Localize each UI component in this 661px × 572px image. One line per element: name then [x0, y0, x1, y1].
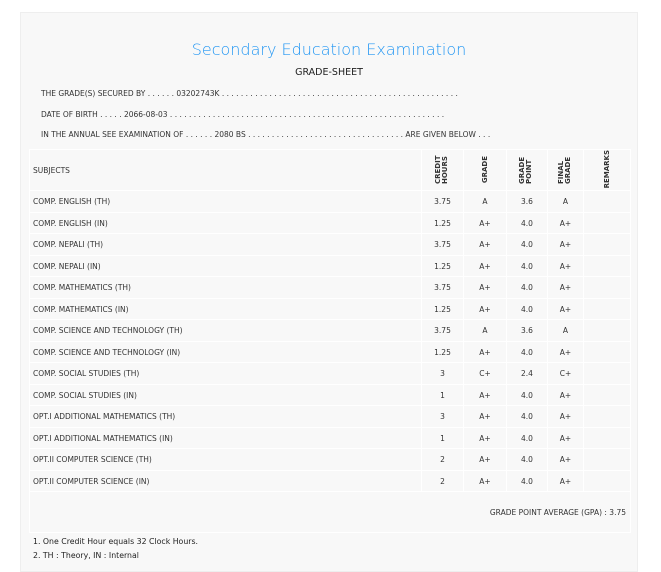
cell-remarks [584, 191, 631, 213]
cell-remarks [584, 298, 631, 320]
cell-credit-hours: 3.75 [422, 320, 464, 342]
col-credit-hours: CREDIT HOURS [433, 155, 449, 185]
cell-grade: A+ [464, 384, 507, 406]
exam-line: IN THE ANNUAL SEE EXAMINATION OF . . . . . . 2080 BS . . . . . . . . . . . . . . . . . . . . . . . . . . . . . . . . . ARE GIVEN BELOW . . . [41, 130, 491, 139]
cell-grade: A+ [464, 212, 507, 234]
cell-subject: COMP. SOCIAL STUDIES (IN) [30, 384, 422, 406]
cell-grade: A+ [464, 427, 507, 449]
secured-by-line: THE GRADE(S) SECURED BY . . . . . . 03202743K . . . . . . . . . . . . . . . . . . . . . . . . . . . . . . . . . . . . . . . . . . . . . . . . . . [41, 89, 458, 98]
cell-remarks [584, 406, 631, 428]
cell-grade-point: 4.0 [507, 255, 548, 277]
cell-credit-hours: 1.25 [422, 255, 464, 277]
table-row [30, 470, 631, 492]
table-row [30, 298, 631, 320]
col-grade-point: GRADE POINT [518, 157, 533, 185]
grade-sheet-card [20, 12, 638, 572]
cell-subject: COMP. SOCIAL STUDIES (TH) [30, 363, 422, 385]
table-row [30, 191, 631, 213]
cell-grade: A+ [464, 341, 507, 363]
cell-grade-point: 4.0 [507, 470, 548, 492]
table-row [30, 255, 631, 277]
page-subtitle: GRADE-SHEET [295, 67, 363, 78]
cell-subject: COMP. MATHEMATICS (IN) [30, 298, 422, 320]
cell-grade-point: 4.0 [507, 449, 548, 471]
cell-final-grade: A+ [548, 406, 584, 428]
cell-grade-point: 4.0 [507, 427, 548, 449]
cell-credit-hours: 3 [422, 406, 464, 428]
table-row [30, 212, 631, 234]
cell-grade: A+ [464, 406, 507, 428]
cell-final-grade: A [548, 320, 584, 342]
cell-subject: COMP. SCIENCE AND TECHNOLOGY (TH) [30, 320, 422, 342]
cell-grade: A [464, 191, 507, 213]
cell-subject: COMP. ENGLISH (TH) [30, 191, 422, 213]
table-row [30, 234, 631, 256]
cell-grade-point: 3.6 [507, 320, 548, 342]
table-row [30, 320, 631, 342]
cell-subject: COMP. ENGLISH (IN) [30, 212, 422, 234]
cell-grade: C+ [464, 363, 507, 385]
cell-grade-point: 3.6 [507, 191, 548, 213]
cell-remarks [584, 277, 631, 299]
cell-grade: A+ [464, 255, 507, 277]
cell-grade-point: 4.0 [507, 341, 548, 363]
cell-remarks [584, 427, 631, 449]
cell-remarks [584, 255, 631, 277]
cell-credit-hours: 1.25 [422, 341, 464, 363]
grades-table [29, 149, 631, 533]
cell-subject: COMP. NEPALI (TH) [30, 234, 422, 256]
cell-final-grade: A [548, 191, 584, 213]
cell-final-grade: A+ [548, 298, 584, 320]
note-item: 2. TH : Theory, IN : Internal [33, 551, 139, 560]
page-title: Secondary Education Examination [191, 40, 467, 59]
cell-grade-point: 2.4 [507, 363, 548, 385]
cell-grade: A+ [464, 449, 507, 471]
cell-remarks [584, 234, 631, 256]
dob-line: DATE OF BIRTH . . . . . 2066-08-03 . . . . . . . . . . . . . . . . . . . . . . . . . . . . . . . . . . . . . . . . . . . . . . . . . . . . . . . . . . [41, 110, 445, 119]
cell-remarks [584, 341, 631, 363]
cell-credit-hours: 3.75 [422, 191, 464, 213]
cell-grade-point: 4.0 [507, 212, 548, 234]
cell-credit-hours: 1.25 [422, 212, 464, 234]
cell-credit-hours: 1.25 [422, 298, 464, 320]
cell-final-grade: A+ [548, 341, 584, 363]
cell-credit-hours: 3 [422, 363, 464, 385]
cell-credit-hours: 3.75 [422, 277, 464, 299]
cell-grade: A+ [464, 298, 507, 320]
cell-credit-hours: 1 [422, 427, 464, 449]
cell-final-grade: A+ [548, 384, 584, 406]
cell-credit-hours: 3.75 [422, 234, 464, 256]
cell-final-grade: A+ [548, 277, 584, 299]
table-row [30, 384, 631, 406]
col-subjects: SUBJECTS [30, 150, 422, 191]
cell-remarks [584, 320, 631, 342]
table-row [30, 341, 631, 363]
cell-subject: OPT.I ADDITIONAL MATHEMATICS (TH) [30, 406, 422, 428]
cell-remarks [584, 449, 631, 471]
cell-grade-point: 4.0 [507, 384, 548, 406]
cell-subject: OPT.I ADDITIONAL MATHEMATICS (IN) [30, 427, 422, 449]
col-grade: GRADE [480, 155, 489, 183]
cell-subject: COMP. NEPALI (IN) [30, 255, 422, 277]
cell-final-grade: A+ [548, 427, 584, 449]
cell-final-grade: A+ [548, 234, 584, 256]
table-row [30, 277, 631, 299]
col-final-grade: FINAL GRADE [556, 157, 572, 185]
cell-remarks [584, 470, 631, 492]
cell-remarks [584, 363, 631, 385]
table-row [30, 406, 631, 428]
cell-final-grade: A+ [548, 255, 584, 277]
cell-subject: OPT.II COMPUTER SCIENCE (TH) [30, 449, 422, 471]
table-row [30, 363, 631, 385]
col-remarks: REMARKS [602, 150, 611, 189]
table-row [30, 449, 631, 471]
cell-final-grade: A+ [548, 212, 584, 234]
cell-subject: OPT.II COMPUTER SCIENCE (IN) [30, 470, 422, 492]
cell-grade-point: 4.0 [507, 234, 548, 256]
note-item: 1. One Credit Hour equals 32 Clock Hours. [33, 537, 199, 546]
cell-grade-point: 4.0 [507, 406, 548, 428]
gpa-row [30, 492, 631, 533]
cell-subject: COMP. SCIENCE AND TECHNOLOGY (IN) [30, 341, 422, 363]
cell-final-grade: A+ [548, 470, 584, 492]
table-row [30, 427, 631, 449]
cell-grade: A+ [464, 470, 507, 492]
cell-final-grade: A+ [548, 449, 584, 471]
cell-final-grade: C+ [548, 363, 584, 385]
cell-remarks [584, 384, 631, 406]
cell-credit-hours: 2 [422, 449, 464, 471]
cell-grade: A+ [464, 234, 507, 256]
table-header-row [30, 150, 631, 191]
notes [33, 535, 198, 563]
cell-grade-point: 4.0 [507, 298, 548, 320]
gpa-value: GRADE POINT AVERAGE (GPA) : 3.75 [30, 492, 631, 533]
cell-grade: A [464, 320, 507, 342]
cell-grade-point: 4.0 [507, 277, 548, 299]
cell-credit-hours: 2 [422, 470, 464, 492]
cell-credit-hours: 1 [422, 384, 464, 406]
cell-subject: COMP. MATHEMATICS (TH) [30, 277, 422, 299]
cell-grade: A+ [464, 277, 507, 299]
cell-remarks [584, 212, 631, 234]
